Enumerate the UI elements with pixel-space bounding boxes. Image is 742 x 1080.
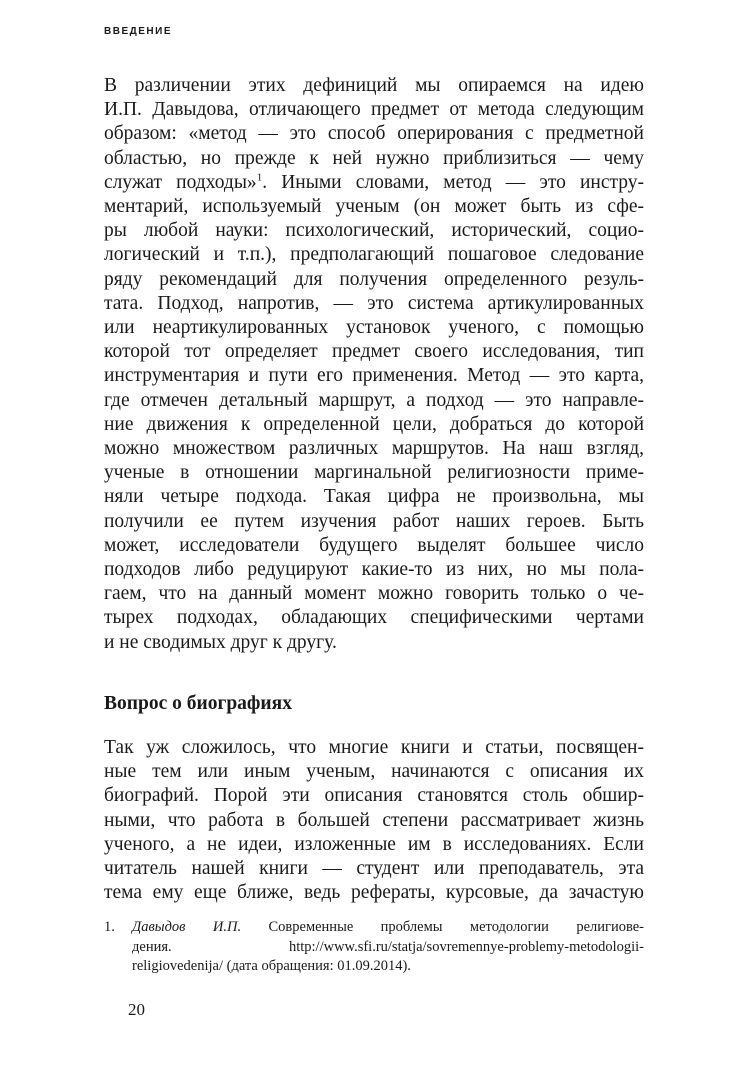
text-line: няли четыре подхода. Такая цифра не произвольна, мы	[104, 486, 644, 508]
text-line: гаем, что на данный момент можно говорить только о че-	[104, 583, 644, 605]
text-line: ряду рекомендаций для получения определенного резуль-	[104, 268, 644, 290]
running-head: ВВЕДЕНИЕ	[104, 26, 172, 37]
footnote-line	[132, 918, 644, 938]
page-number: 20	[128, 1000, 145, 1019]
text-line: которой тот определяет предмет своего исследования, тип	[104, 341, 644, 363]
text-fragment: служат подходы»	[104, 171, 257, 193]
text-line: И.П. Давыдова, отличающего предмет от метода следующим	[104, 99, 644, 121]
text-fragment: . Иными словами, метод — это инстру-	[262, 171, 644, 193]
text-line: ры любой науки: психологический, исторический, социо-	[104, 220, 644, 242]
text-line: ными, что работа в большей степени рассматривает жизнь	[104, 809, 644, 831]
text-line: тырех подходах, обладающих специфическими чертами	[104, 607, 644, 629]
text-line: может, исследователи будущего выделят большее число	[104, 534, 644, 556]
footnote-reference[interactable]: 1	[256, 171, 263, 184]
text-line: получили ее путем изучения работ наших героев. Быть	[104, 510, 644, 532]
footnote-line: religiovedenija/ (дата обращения: 01.09.2014).	[132, 958, 411, 974]
footnote-author: Давыдов И.П.	[132, 919, 242, 935]
footnote	[104, 918, 644, 977]
text-line: или неартикулированных установок ученого, с помощью	[104, 317, 644, 339]
text-line-with-footnote-ref	[104, 171, 644, 195]
text-line: областью, но прежде к ней нужно приблизиться — чему	[104, 147, 644, 169]
text-line: подходов либо редуцируют какие-то из них, но мы пола-	[104, 559, 644, 581]
text-line: логический и т.п.), предполагающий пошаговое следование	[104, 244, 644, 266]
text-line: ние движения к определенной цели, добраться до которой	[104, 413, 644, 435]
paragraph-methods	[104, 74, 644, 655]
footnote-body	[132, 918, 644, 977]
footnote-text: Современные проблемы методологии религиове-	[241, 919, 644, 935]
text-line: ные тем или иным ученым, начинаются с описания их	[104, 761, 644, 783]
text-line: где отмечен детальный маршрут, а подход — это направле-	[104, 389, 644, 411]
section-heading: Вопрос о биографиях	[104, 693, 292, 714]
paragraph-biographies	[104, 736, 644, 905]
text-line: ментарий, используемый ученым (он может быть из сфе-	[104, 196, 644, 218]
footnote-link-line[interactable]: дения. http://www.sfi.ru/statja/sovremennye-problemy-metodologii-	[132, 938, 644, 955]
text-line: тата. Подход, напротив, — это система артикулированных	[104, 292, 644, 314]
text-line: можно множеством различных маршрутов. На наш взгляд,	[104, 438, 644, 460]
text-line: В различении этих дефиниций мы опираемся на идею	[104, 75, 644, 96]
text-line: образом: «метод — это способ оперирования с предметной	[104, 123, 644, 145]
text-line: читатель нашей книги — студент или преподаватель, эта	[104, 858, 644, 880]
text-line: ученого, а не идеи, изложенные им в исследованиях. Если	[104, 833, 644, 855]
text-line: ученые в отношении маргинальной религиозности приме-	[104, 462, 644, 484]
text-line: тема ему еще ближе, ведь рефераты, курсовые, да зачастую	[104, 882, 644, 904]
text-line: и не сводимых друг к другу.	[104, 631, 337, 653]
text-line: Так уж сложилось, что многие книги и статьи, посвящен-	[104, 737, 644, 758]
text-line: инструментария и пути его применения. Метод — это карта,	[104, 365, 644, 387]
footnote-number: 1.	[104, 919, 115, 935]
text-line: биографий. Порой эти описания становятся столь обшир-	[104, 785, 644, 807]
